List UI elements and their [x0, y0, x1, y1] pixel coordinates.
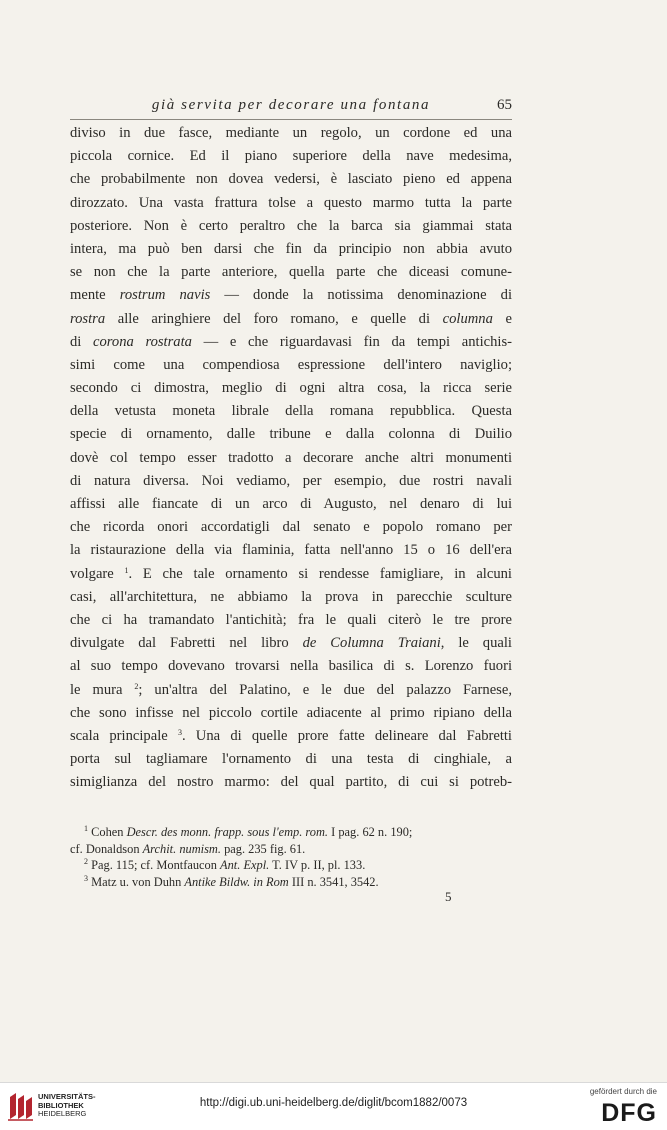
text-line: volgare $^1$. E che tale ornamento si rendesse famigliare, in alcuni — [70, 565, 512, 582]
text-line: dovè col tempo esser tradotto a decorare anche altri monumenti — [70, 449, 512, 466]
text-line: la ristaurazione della via flaminia, fatta nell'anno 15 o 16 dell'era — [70, 542, 512, 559]
running-title: già servita per decorare una fontana — [151, 97, 431, 113]
text-line: che ci ha tramandato l'antichità; fra le quali citerò le tre prore — [70, 611, 512, 628]
text-line: divulgate dal Fabretti nel libro de Columna Traiani, le quali — [70, 635, 512, 652]
dfg-logo: DFG — [601, 1099, 657, 1127]
text-line: simi come una compendiosa espressione dell'intero naviglio; — [70, 356, 512, 373]
text-line: casi, all'architettura, ne abbiamo la prova in parecchie sculture — [70, 588, 512, 605]
text-line: rostra alle aringhiere del foro romano, e quelle di columna e — [70, 310, 512, 327]
text-line: dirozzato. Una vasta frattura tolse a questo marmo tutta la parte — [70, 194, 512, 211]
footnote-1-cont: cf. Donaldson Archit. numism. pag. 235 fig. 61. — [70, 841, 306, 856]
text-line: di corona rostrata — e che riguardavasi fin da tempi antichis- — [70, 333, 512, 350]
text-line: al suo tempo dovevano trovarsi nella basilica di s. Lorenzo fuori — [70, 658, 512, 675]
running-head — [70, 97, 512, 120]
footnotes — [70, 824, 512, 890]
page-number: 65 — [497, 97, 512, 113]
text-line: intera, ma può ben darsi che fin da principio non abbia avuto — [70, 240, 512, 257]
body-text — [70, 122, 512, 794]
italic-term: rostra — [70, 310, 106, 327]
footnote-3: $^3$ Matz u. von Duhn Antike Bildw. in Rom III n. 3541, 3542. — [84, 873, 379, 889]
text-line: che probabilmente non dovea vedersi, è lasciato pieno ed appena — [70, 171, 512, 188]
text-line: secondo ci dimostra, meglio di ogni altra cosa, la ricca serie — [70, 380, 512, 397]
text-line: della vetusta moneta librale della romana repubblica. Questa — [70, 403, 512, 420]
library-name: UNIVERSITÄTS- BIBLIOTHEK HEIDELBERG — [38, 1092, 96, 1119]
source-url[interactable]: http://digi.ub.uni-heidelberg.de/diglit/bcom1882/0073 — [199, 1097, 468, 1109]
viewer-footer — [0, 1082, 667, 1130]
text-line: di natura diversa. Noi vediamo, per esempio, due rostri navali — [70, 472, 512, 489]
text-line: se non che la parte anteriore, quella parte che diceasi comune- — [70, 264, 512, 281]
text-line: specie di ornamento, dalle tribune e dalla colonna di Duilio — [70, 426, 512, 443]
text-line: porta sul tagliamare l'ornamento di una testa di cinghiale, a — [70, 751, 512, 768]
italic-title: de Columna Traiani — [302, 635, 441, 652]
funded-by-label: gefördert durch die — [589, 1087, 657, 1096]
text-line: le mura $^2$; un'altra del Palatino, e le due del palazzo Farnese, — [70, 681, 512, 698]
footnote-ref: 1 — [124, 565, 129, 575]
italic-term: rostrum navis — [119, 287, 211, 304]
text-line: simiglianza del nostro marmo: del qual partito, di cui si potreb- — [70, 774, 512, 791]
text-line: che ricorda onori accordatigli dal senato e popolo romano per — [70, 519, 512, 536]
signature-mark: 5 — [445, 889, 452, 904]
footnote-2: $^2$ Pag. 115; cf. Montfaucon Ant. Expl. T. IV p. II, pl. 133. — [84, 857, 366, 872]
footnote-ref: 2 — [134, 681, 139, 691]
text-line: affissi alle fiancate di un arco di Augusto, nel denaro di lui — [70, 496, 512, 512]
footnote-1: $^1$ Cohen Descr. des monn. frapp. sous l'emp. rom. I pag. 62 n. 190; — [84, 824, 413, 839]
text-line: posteriore. Non è certo peraltro che la barca sia giammai stata — [70, 217, 512, 234]
text-line: piccola cornice. Ed il piano superiore della nave medesima, — [70, 148, 512, 165]
footnote-ref: 3 — [177, 727, 182, 737]
text-line: che sono infisse nel piccolo cortile adiacente al primo ripiano della — [70, 704, 512, 721]
text-line: diviso in due fasce, mediante un regolo, un cordone ed una — [70, 125, 512, 141]
text-line: scala principale $^3$. Una di quelle prore fatte delineare dal Fabretti — [70, 727, 512, 744]
text-line: mente rostrum navis — donde la notissima denominazione di — [70, 287, 512, 304]
